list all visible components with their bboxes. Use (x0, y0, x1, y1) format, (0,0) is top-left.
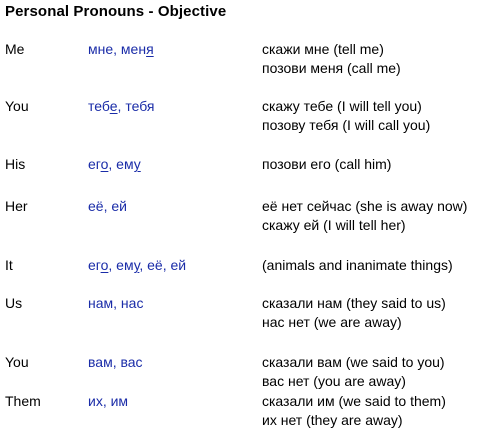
russian-forms (88, 256, 186, 275)
russian-text: её, ей (88, 198, 127, 214)
usage-examples (262, 40, 401, 78)
russian-text: мне, мен (88, 41, 147, 57)
stressed-letter: я (146, 41, 154, 57)
russian-text: нам, нас (88, 295, 144, 311)
example-line: скажу ей (I will tell her) (262, 217, 406, 233)
russian-forms (88, 294, 143, 313)
english-pronoun: You (5, 354, 29, 370)
stressed-letter: е (109, 98, 118, 114)
english-pronoun: Us (5, 295, 23, 311)
usage-examples (262, 256, 453, 275)
usage-examples (262, 392, 446, 430)
english-pronoun: Her (5, 198, 28, 214)
example-line: (animals and inanimate things) (262, 257, 453, 273)
example-line: их нет (they are away) (262, 412, 403, 428)
stressed-letter: у (133, 156, 141, 172)
russian-text: вам, вас (88, 354, 143, 370)
example-line: позови меня (call me) (262, 60, 401, 76)
example-line: вас нет (you are away) (262, 373, 406, 389)
russian-text: , ем (108, 257, 134, 273)
stressed-letter: о (100, 156, 109, 172)
russian-forms (88, 392, 128, 411)
example-line: нас нет (we are away) (262, 314, 402, 330)
usage-examples (262, 197, 467, 235)
usage-examples (262, 294, 446, 332)
usage-examples (262, 155, 391, 174)
example-line: скажу тебе (I will tell you) (262, 98, 422, 114)
russian-text: ег (88, 156, 101, 172)
english-pronoun: You (5, 98, 29, 114)
example-line: сказали им (we said to them) (262, 393, 446, 409)
english-pronoun: Them (5, 393, 41, 409)
english-pronoun: His (5, 156, 26, 172)
usage-examples (262, 97, 430, 135)
russian-text: ег (88, 257, 101, 273)
usage-examples (262, 353, 445, 391)
russian-forms (88, 97, 155, 116)
russian-forms (88, 40, 154, 59)
russian-forms (88, 353, 143, 372)
russian-text: , ем (108, 156, 134, 172)
stressed-letter: о (100, 257, 109, 273)
example-line: позову тебя (I will call you) (262, 117, 431, 133)
stressed-letter: у (133, 257, 140, 273)
example-line: её нет сейчас (she is away now) (262, 198, 468, 214)
english-pronoun: Me (5, 41, 25, 57)
english-pronoun: It (5, 257, 13, 273)
example-line: сказали вам (we said to you) (262, 354, 445, 370)
russian-text: , её, ей (139, 257, 187, 273)
russian-text: их, им (88, 393, 129, 409)
example-line: сказали нам (they said to us) (262, 295, 446, 311)
russian-forms (88, 155, 141, 174)
russian-forms (88, 197, 127, 216)
russian-text: теб (88, 98, 110, 114)
example-line: позови его (call him) (262, 156, 392, 172)
page-title: Personal Pronouns - Objective (5, 3, 227, 20)
example-line: скажи мне (tell me) (262, 41, 384, 57)
russian-text: , тебя (117, 98, 155, 114)
